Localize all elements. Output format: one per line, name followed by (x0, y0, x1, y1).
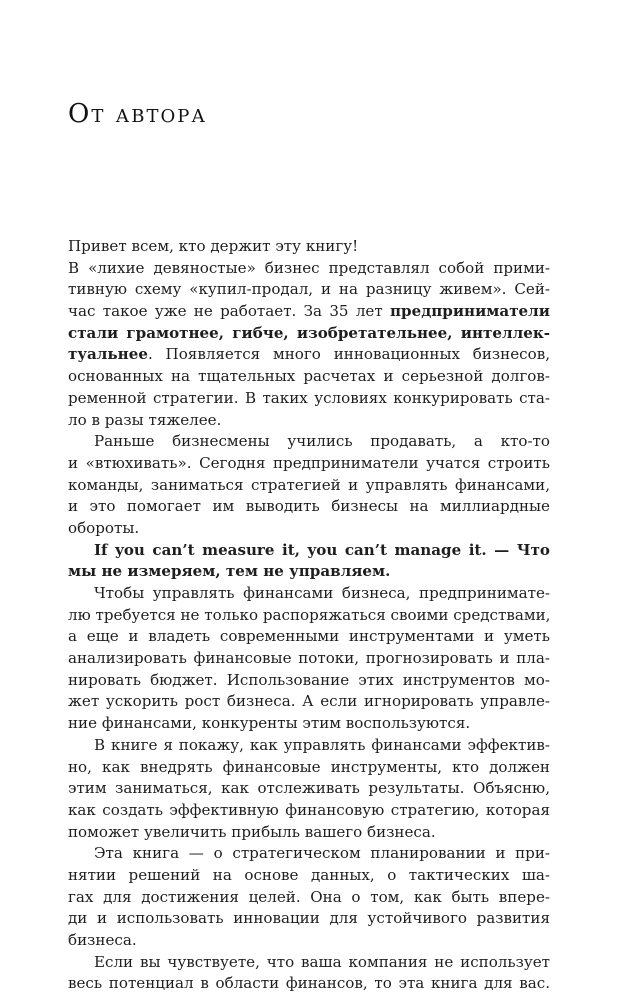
text-line: В книге я покажу, как управлять финансами эффектив- (94, 735, 550, 754)
text-line: В «лихие девяностые» бизнес представлял собой прими- (68, 258, 550, 277)
page-title: От автора (68, 99, 207, 129)
text-line: команды, заниматься стратегией и управлять финансами, (68, 475, 550, 494)
text-line: Привет всем, кто держит эту книгу! (68, 237, 359, 255)
text-line: и это помогает им выводить бизнесы на миллиардные (68, 497, 550, 516)
text-line: этим заниматься, как отслеживать результаты. Объясню, (68, 779, 550, 798)
bold-quote: мы не измеряем, тем не управляем. (68, 562, 391, 581)
text-line: Чтобы управлять финансами бизнеса, предпринимате- (94, 584, 550, 602)
bold-phrase: предприниматели (390, 302, 550, 321)
text-line: анализировать финансовые потоки, прогнозировать и пла- (68, 649, 550, 668)
text-line: ременной стратегии. В таких условиях конкурировать ста- (68, 388, 550, 407)
text-line: Если вы чувствуете, что ваша компания не использует (94, 952, 550, 971)
text-line: жет ускорить рост бизнеса. А если игнорировать управле- (68, 692, 550, 711)
text-line (68, 301, 550, 323)
text-line: основанных на тщательных расчетах и серьезной долгов- (68, 367, 550, 386)
text-line: тивную схему «купил-продал, и на разницу живем». Сей- (68, 280, 550, 299)
text-line: ние финансами, конкуренты этим воспользуются. (68, 714, 471, 733)
text-line: нятии решений на основе данных, о тактических ша- (68, 865, 550, 884)
text-line: весь потенциал в области финансов, то эта книга для вас. (68, 974, 550, 993)
text-line (68, 561, 550, 583)
text-line: поможет увеличить прибыль вашего бизнеса. (68, 822, 436, 841)
text-line (68, 323, 550, 345)
text-segment: час такое уже не работает. За 35 лет (68, 302, 390, 321)
text-line: нировать бюджет. Использование этих инструментов мо- (68, 670, 550, 689)
text-line: гах для достижения целей. Она о том, как быть впере- (68, 887, 550, 906)
text-line: но, как внедрять финансовые инструменты, кто должен (68, 757, 550, 776)
text-line: лю требуется не только распоряжаться своими средствами, (68, 605, 551, 624)
body-text (68, 236, 550, 995)
text-line: бизнеса. (68, 931, 137, 949)
text-line: обороты. (68, 518, 140, 537)
text-line (68, 540, 550, 562)
text-segment: . Появляется много инновационных бизнесов, (147, 345, 550, 364)
text-line (68, 344, 550, 366)
text-line: Эта книга — о стратегическом планировании и при- (94, 844, 550, 863)
bold-phrase: туальнее (68, 345, 148, 364)
text-line: Раньше бизнесмены учились продавать, а кто-то (94, 432, 550, 451)
text-line: как создать эффективную финансовую стратегию, которая (68, 800, 550, 819)
text-line: а еще и владеть современными инструментами и уметь (68, 627, 550, 646)
text-line: ди и использовать инновации для устойчивого развития (68, 909, 550, 928)
text-line: и «втюхивать». Сегодня предприниматели учатся строить (68, 453, 550, 472)
bold-quote: If you can’t measure it, you can’t manage it. — Что (94, 540, 550, 559)
text-line: ло в разы тяжелее. (68, 410, 222, 429)
bold-phrase: стали грамотнее, гибче, изобретательнее, интеллек- (68, 323, 550, 342)
